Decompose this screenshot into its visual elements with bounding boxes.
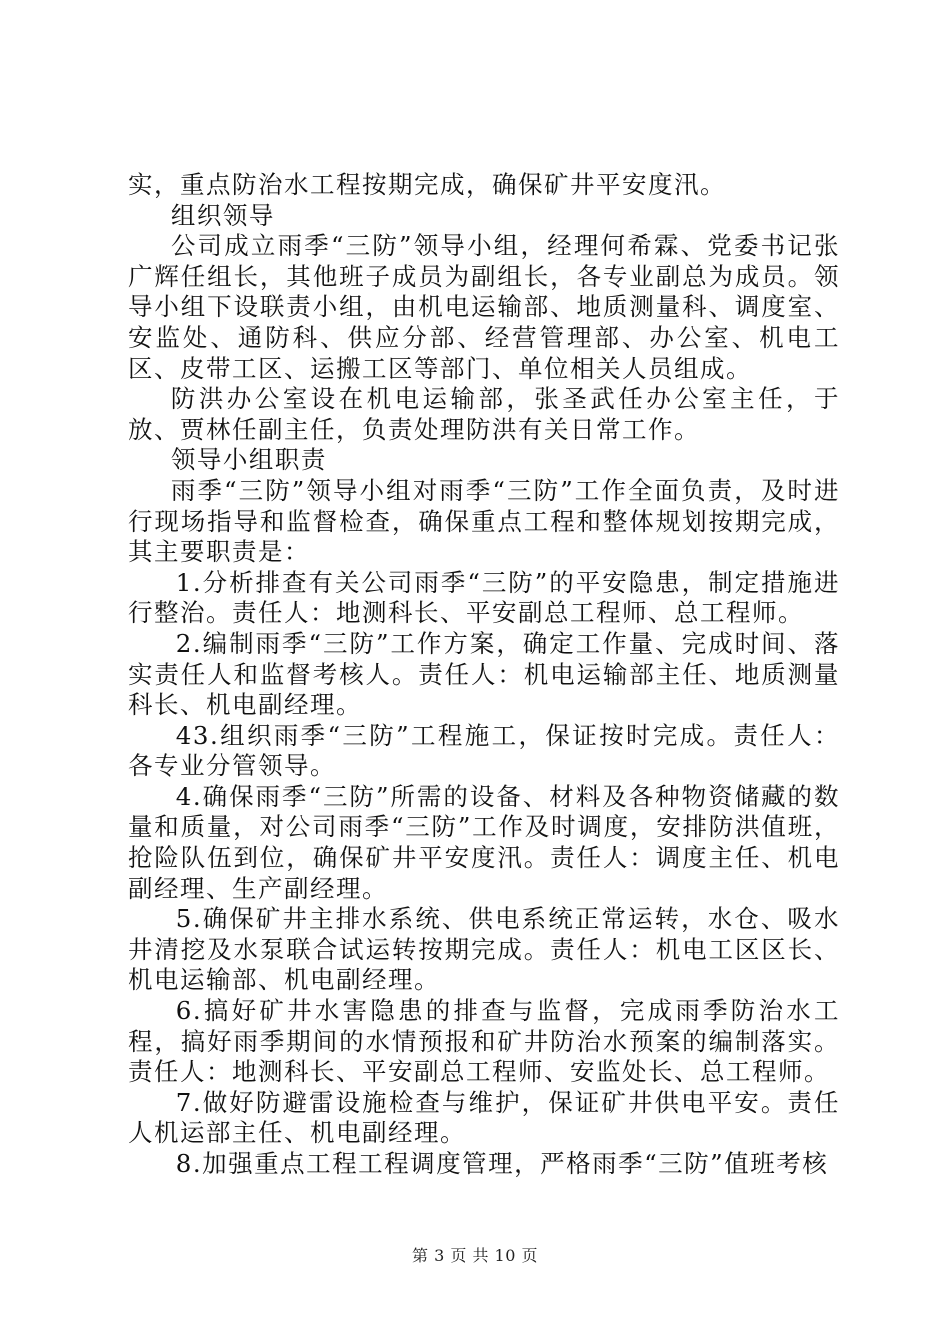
duty-item-7: 7.做好防避雷设施检查与维护，保证矿井供电平安。责任人机运部主任、机电副经理。 xyxy=(128,1087,840,1148)
page-footer: 第 3 页 共 10 页 xyxy=(412,1246,538,1265)
paragraph-flood-office: 防洪办公室设在机电运输部，张圣武任办公室主任，于放、贾林任副主任，负责处理防洪有关日常工作。 xyxy=(128,384,840,444)
paragraph-continuation: 实，重点防治水工程按期完成，确保矿井平安度汛。 xyxy=(128,170,726,199)
document-body xyxy=(128,170,840,1180)
paragraph-leading-group: 公司成立雨季“三防”领导小组，经理何希霖、党委书记张广辉任组长，其他班子成员为副组长，各专业副总为成员。领导小组下设联责小组，由机电运输部、地质测量科、调度室、安监处、通防科、供应分部、经营管理部、办公室、机电工区、皮带工区、运搬工区等部门、单位相关人员组成。 xyxy=(128,231,840,383)
duty-item-1: 1.分析排查有关公司雨季“三防”的平安隐患，制定措施进行整治。责任人：地测科长、平安副总工程师、总工程师。 xyxy=(128,567,840,628)
paragraph-duties-intro: 雨季“三防”领导小组对雨季“三防”工作全面负责，及时进行现场指导和监督检查，确保重点工程和整体规划按期完成，其主要职责是： xyxy=(128,475,840,567)
heading-organization: 组织领导 xyxy=(170,200,275,230)
duty-item-2: 2.编制雨季“三防”工作方案，确定工作量、完成时间、落实责任人和监督考核人。责任人：机电运输部主任、地质测量科长、机电副经理。 xyxy=(128,628,840,720)
heading-group-duties: 领导小组职责 xyxy=(170,445,327,475)
duty-item-3: 43.组织雨季“三防”工程施工，保证按时完成。责任人：各专业分管领导。 xyxy=(128,720,840,781)
duty-item-6: 6.搞好矿井水害隐患的排查与监督，完成雨季防治水工程，搞好雨季期间的水情预报和矿井防治水预案的编制落实。责任人：地测科长、平安副总工程师、安监处长、总工程师。 xyxy=(128,996,840,1087)
duty-item-5: 5.确保矿井主排水系统、供电系统正常运转，水仓、吸水井清挖及水泵联合试运转按期完成。责任人：机电工区区长、机电运输部、机电副经理。 xyxy=(128,904,840,995)
duty-item-8: 8.加强重点工程工程调度管理，严格雨季“三防”值班考核 xyxy=(175,1149,829,1178)
duty-item-4: 4.确保雨季“三防”所需的设备、材料及各种物资储藏的数量和质量，对公司雨季“三防”工作及时调度，安排防洪值班，抢险队伍到位，确保矿井平安度汛。责任人：调度主任、机电副经理、生产副经理。 xyxy=(128,781,840,903)
